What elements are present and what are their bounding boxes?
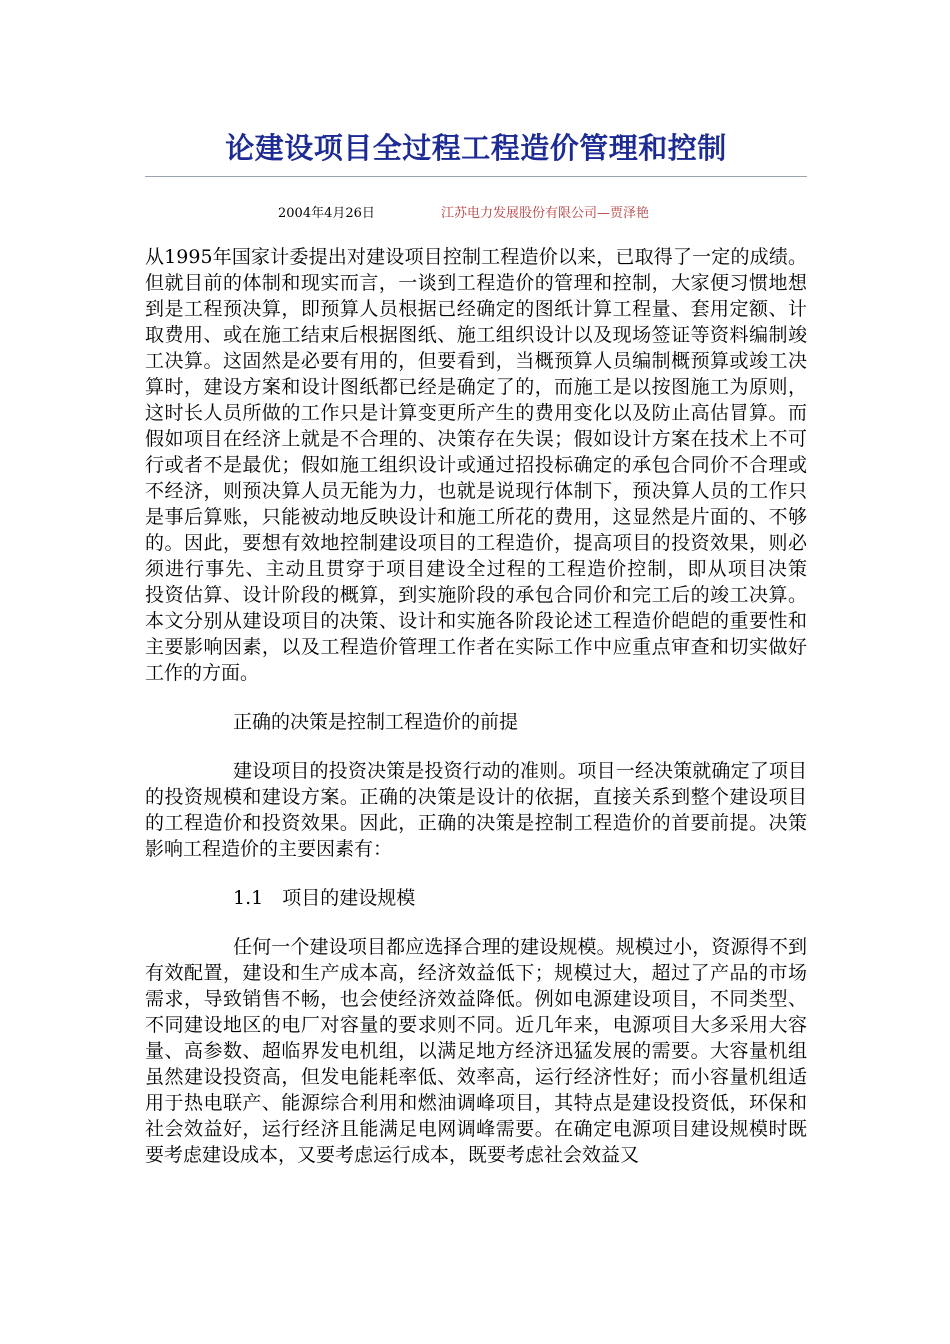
- article-body: [145, 244, 827, 1168]
- article-meta: [145, 204, 807, 224]
- section-heading: 正确的决策是控制工程造价的前提: [233, 711, 519, 733]
- body-paragraph: 建设项目的投资决策是投资行动的准则。项目一经决策就确定了项目的投资规模和建设方案。正确的决策是设计的依据，直接关系到整个建设项目的工程造价和投资效果。因此，正确的决策是控制工程造价的首要前提。决策影响工程造价的主要因素有：: [145, 760, 807, 860]
- publish-date: 2004年4月26日: [278, 206, 375, 221]
- subsection-heading: 1.1 项目的建设规模: [233, 887, 416, 909]
- title-divider: [145, 176, 807, 177]
- intro-paragraph: 从1995年国家计委提出对建设项目控制工程造价以来，已取得了一定的成绩。但就目前的体制和现实而言，一谈到工程造价的管理和控制，大家便习惯地想到是工程预决算，即预算人员根据已经确定的图纸计算工程量、套用定额、计取费用、或在施工结束后根据图纸、施工组织设计以及现场签证等资料编制竣工决算。这固然是必要有用的，但要看到，当概预算人员编制概预算或竣工决算时，建设方案和设计图纸都已经是确定了的，而施工是以按图施工为原则，这时长人员所做的工作只是计算变更所产生的费用变化以及防止高估冒算。而假如项目在经济上就是不合理的、决策存在失误；假如设计方案在技术上不可行或者不是最优；假如施工组织设计或通过招投标确定的承包合同价不合理或不经济，则预决算人员无能为力，也就是说现行体制下，预决算人员的工作只是事后算账，只能被动地反映设计和施工所花的费用，这显然是片面的、不够的。因此，要想有效地控制建设项目的工程造价，提高项目的投资效果，则必须进行事先、主动且贯穿于项目建设全过程的工程造价控制，即从项目决策 投资估算、设计阶段的概算，到实施阶段的承包合同价和完工后的竣工决算。本文分别从建设项目的决策、设计和实施各阶段论述工程造价皑皑的重要性和主要影响因素，以及工程造价管理工作者在实际工作中应重点审查和切实做好工作的方面。: [145, 246, 827, 684]
- article-title: 论建设项目全过程工程造价管理和控制: [225, 131, 727, 165]
- body-paragraph: 任何一个建设项目都应选择合理的建设规模。规模过小，资源得不到有效配置，建设和生产成本高，经济效益低下；规模过大，超过了产品的市场需求，导致销售不畅，也会使经济效益降低。例如电源建设项目，不同类型、不同建设地区的电厂对容量的要求则不同。近几年来，电源项目大多采用大容量、高参数、超临界发电机组，以满足地方经济迅猛发展的需要。大容量机组虽然建设投资高，但发电能耗率低、效率高，运行经济性好；而小容量机组适用于热电联产、能源综合利用和燃油调峰项目，其特点是建设投资低，环保和社会效益好，运行经济且能满足电网调峰需要。在确定电源项目建设规模时既要考虑建设成本，又要考虑运行成本，既要考虑社会效益又: [145, 936, 807, 1166]
- author-affiliation: 江苏电力发展股份有限公司—贾泽艳: [441, 206, 650, 221]
